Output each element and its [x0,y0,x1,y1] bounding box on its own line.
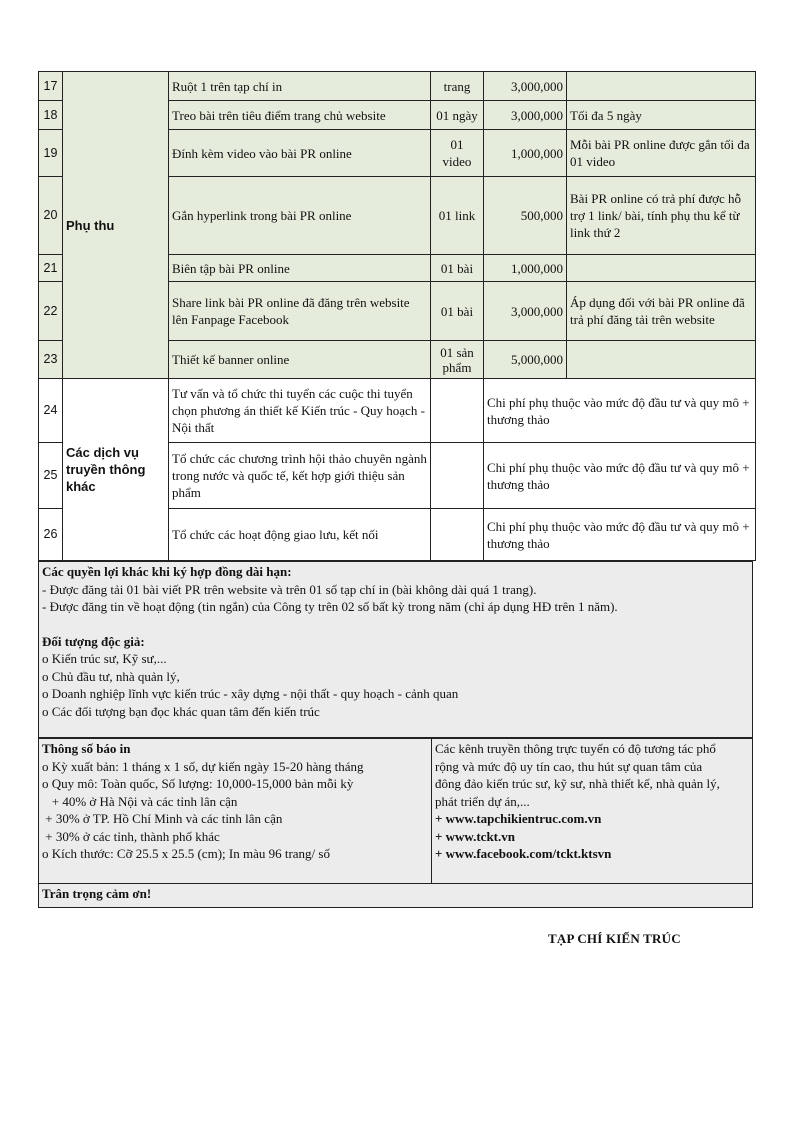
item-note: Chi phí phụ thuộc vào mức độ đầu tư và quy mô + thương thảo [484,443,756,509]
item-unit: 01 sản phẩm [431,341,484,379]
row-number: 26 [39,509,63,561]
item-unit: 01 video [431,130,484,177]
benefit-line: - Được đăng tải 01 bài viết PR trên website và trên 01 số tạp chí in (bài không dài quá 1 trang). [42,581,537,597]
row-number: 22 [39,282,63,341]
benefits-section [38,561,753,738]
item-unit: 01 ngày [431,101,484,130]
item-unit: 01 bài [431,282,484,341]
pricing-table [38,71,756,561]
row-number: 21 [39,255,63,282]
item-price: 5,000,000 [484,341,567,379]
signature: TẠP CHÍ KIẾN TRÚC [548,931,681,946]
item-unit: 01 link [431,177,484,255]
item-name: Tổ chức các chương trình hội thảo chuyên ngành trong nước và quốc tế, kết hợp giới thiệu sản phẩm [169,443,431,509]
group-label: Phụ thu [63,72,169,379]
table-row [39,379,756,443]
online-line: rộng và mức độ uy tín cao, thu hút sự quan tâm của [435,758,703,774]
item-price: 3,000,000 [484,72,567,101]
item-name: Gắn hyperlink trong bài PR online [169,177,431,255]
item-price: 3,000,000 [484,282,567,341]
item-note [567,72,756,101]
item-name: Đính kèm video vào bài PR online [169,130,431,177]
website-link[interactable]: + www.tapchikientruc.com.vn [435,811,602,826]
row-number: 20 [39,177,63,255]
item-note: Mỗi bài PR online được gắn tối đa 01 video [567,130,756,177]
online-line: đông đảo kiến trúc sư, kỹ sư, nhà thiết kế, nhà quản lý, [435,776,720,791]
item-unit: 01 bài [431,255,484,282]
print-line: o Kỳ xuất bản: 1 tháng x 1 số, dự kiến ngày 15-20 hàng tháng [42,758,364,774]
print-line: o Kích thước: Cỡ 25.5 x 25.5 (cm); In màu 96 trang/ số [42,846,330,861]
benefits-title: Các quyền lợi khác khi ký hợp đồng dài hạn: [42,564,292,579]
reader-line: o Các đối tượng bạn đọc khác quan tâm đến kiến trúc [42,703,320,719]
item-note: Chi phí phụ thuộc vào mức độ đầu tư và quy mô + thương thảo [484,379,756,443]
closing-section [38,883,753,908]
reader-line: o Doanh nghiệp lĩnh vực kiến trúc - xây dựng - nội thất - quy hoạch - cảnh quan [42,686,459,701]
item-price: 3,000,000 [484,101,567,130]
table-row [39,72,756,101]
item-note: Chi phí phụ thuộc vào mức độ đầu tư và quy mô + thương thảo [484,509,756,561]
item-note: Áp dụng đối với bài PR online đã trả phí đăng tải trên website [567,282,756,341]
item-name: Share link bài PR online đã đăng trên website lên Fanpage Facebook [169,282,431,341]
item-name: Ruột 1 trên tạp chí in [169,72,431,101]
print-line: + 30% ở TP. Hồ Chí Minh và các tỉnh lân cận [42,811,283,826]
item-note [567,341,756,379]
closing-text: Trân trọng cảm ơn! [42,886,152,901]
online-line: Các kênh truyền thông trực tuyến có độ tương tác phổ [435,741,716,756]
row-number: 19 [39,130,63,177]
print-title: Thông số báo in [42,741,131,756]
item-note [567,255,756,282]
item-unit [431,379,484,443]
item-name: Tư vấn và tổ chức thi tuyển các cuộc thi tuyển chọn phương án thiết kế Kiến trúc - Quy hoạch - Nội thất [169,379,431,443]
item-unit [431,509,484,561]
item-unit: trang [431,72,484,101]
website-link[interactable]: + www.tckt.vn [435,828,515,844]
print-line: + 40% ở Hà Nội và các tỉnh lân cận [42,793,238,809]
online-channels [431,738,753,884]
item-price: 500,000 [484,177,567,255]
print-line: + 30% ở các tỉnh, thành phố khác [42,828,220,844]
item-name: Tổ chức các hoạt động giao lưu, kết nối [169,509,431,561]
item-price: 1,000,000 [484,130,567,177]
row-number: 25 [39,443,63,509]
item-unit [431,443,484,509]
online-line: phát triển dự án,... [435,793,530,809]
item-name: Biên tập bài PR online [169,255,431,282]
row-number: 18 [39,101,63,130]
row-number: 17 [39,72,63,101]
row-number: 23 [39,341,63,379]
row-number: 24 [39,379,63,443]
group-label: Các dịch vụ truyền thông khác [63,379,169,561]
item-note: Tối đa 5 ngày [567,101,756,130]
print-line: o Quy mô: Toàn quốc, Số lượng: 10,000-15,000 bản mỗi kỳ [42,776,354,791]
readers-title: Đối tượng độc giả: [42,633,145,649]
benefit-line: - Được đăng tin về hoạt động (tin ngắn) của Công ty trên 02 số bất kỳ trong năm (chỉ áp dụng HĐ trên 1 năm). [42,599,618,614]
item-note: Bài PR online có trả phí được hỗ trợ 1 link/ bài, tính phụ thu kể từ link thứ 2 [567,177,756,255]
reader-line: o Chủ đầu tư, nhà quản lý, [42,668,180,684]
item-price: 1,000,000 [484,255,567,282]
facebook-link[interactable]: + www.facebook.com/tckt.ktsvn [435,846,612,861]
print-specs [38,738,432,884]
item-name: Treo bài trên tiêu điểm trang chủ website [169,101,431,130]
reader-line: o Kiến trúc sư, Kỹ sư,... [42,651,167,666]
item-name: Thiết kế banner online [169,341,431,379]
